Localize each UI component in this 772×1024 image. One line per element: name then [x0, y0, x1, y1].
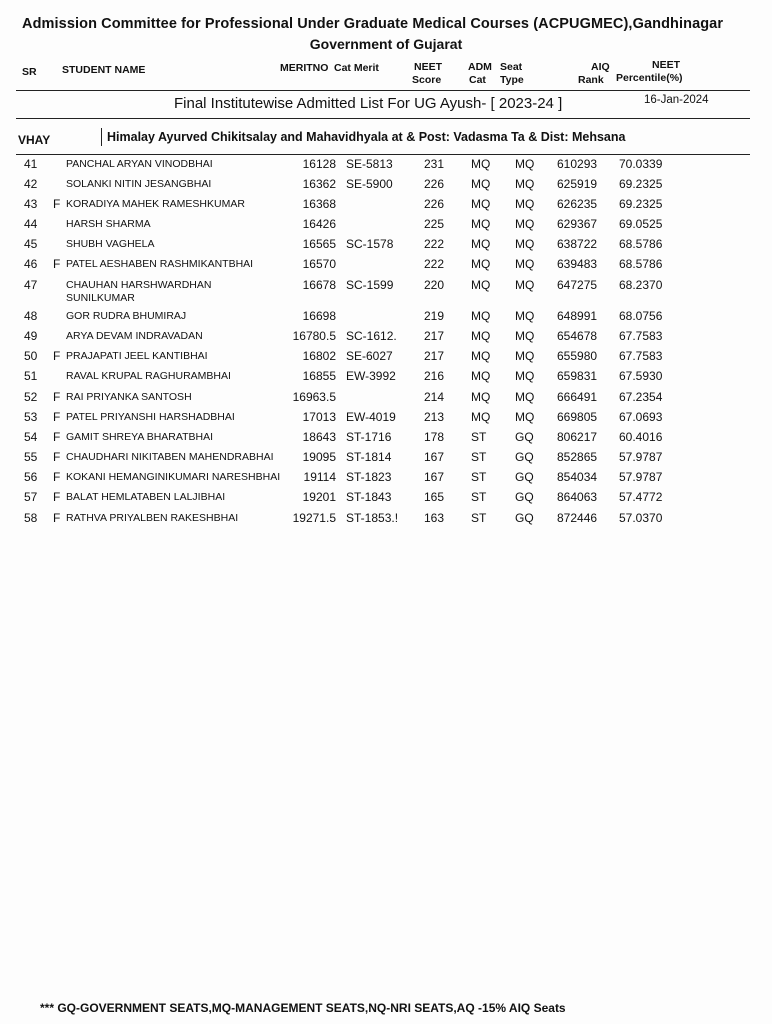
adm-cat-cell: MQ	[471, 257, 491, 271]
meritno-cell: 19201	[302, 490, 336, 504]
neet-percentile-cell: 67.7583	[619, 329, 663, 343]
gender-cell: F	[53, 410, 61, 424]
neet-score-cell: 217	[424, 349, 445, 363]
header-rule	[16, 90, 750, 91]
student-name-cell: KOKANI HEMANGINIKUMARI NARESHBHAI	[66, 471, 281, 483]
neet-score-cell: 225	[424, 217, 445, 231]
col-adm-cat-header-2: Cat	[469, 74, 486, 86]
neet-score-cell: 231	[424, 157, 445, 171]
adm-cat-cell: MQ	[471, 197, 491, 211]
adm-cat-cell: ST	[471, 470, 487, 484]
sr-cell: 53	[24, 410, 38, 424]
student-name-cell: GOR RUDRA BHUMIRAJ	[66, 310, 187, 322]
sr-cell: 45	[24, 237, 38, 251]
neet-percentile-cell: 60.4016	[619, 430, 663, 444]
seat-type-cell: MQ	[515, 257, 535, 271]
adm-cat-cell: MQ	[471, 217, 491, 231]
aiq-rank-cell: 629367	[557, 217, 598, 231]
neet-percentile-cell: 69.0525	[619, 217, 663, 231]
table-row	[0, 369, 772, 389]
neet-score-cell: 216	[424, 369, 445, 383]
table-row	[0, 511, 772, 531]
adm-cat-cell: MQ	[471, 177, 491, 191]
cat-merit-cell: SC-1612.	[346, 329, 397, 343]
cat-merit-cell: ST-1716	[346, 430, 392, 444]
col-neet-score-header-2: Score	[412, 74, 442, 86]
neet-percentile-cell: 68.5786	[619, 237, 663, 251]
student-name-cell: RAVAL KRUPAL RAGHURAMBHAI	[66, 370, 231, 382]
neet-percentile-cell: 67.7583	[619, 349, 663, 363]
neet-score-cell: 167	[424, 450, 445, 464]
neet-score-cell: 222	[424, 237, 445, 251]
adm-cat-cell: MQ	[471, 278, 491, 292]
col-seat-type-header-2: Type	[500, 74, 524, 86]
sr-cell: 49	[24, 329, 38, 343]
sr-cell: 51	[24, 369, 38, 383]
cat-merit-cell: SE-5900	[346, 177, 393, 191]
seat-type-cell: GQ	[515, 511, 534, 525]
neet-score-cell: 219	[424, 309, 445, 323]
seat-type-cell: GQ	[515, 470, 534, 484]
seat-type-cell: MQ	[515, 278, 535, 292]
student-name-cell: PANCHAL ARYAN VINODBHAI	[66, 158, 213, 170]
neet-score-cell: 226	[424, 177, 445, 191]
student-name-cell: PATEL AESHABEN RASHMIKANTBHAI	[66, 258, 254, 270]
seat-type-cell: MQ	[515, 177, 535, 191]
sr-cell: 47	[24, 278, 38, 292]
neet-percentile-cell: 67.5930	[619, 369, 663, 383]
gender-cell: F	[53, 450, 61, 464]
neet-percentile-cell: 68.0756	[619, 309, 663, 323]
seat-type-cell: MQ	[515, 369, 535, 383]
table-row	[0, 329, 772, 349]
aiq-rank-cell: 872446	[557, 511, 598, 525]
aiq-rank-cell: 625919	[557, 177, 598, 191]
neet-percentile-cell: 68.2370	[619, 278, 663, 292]
table-row	[0, 237, 772, 257]
neet-percentile-cell: 69.2325	[619, 197, 663, 211]
aiq-rank-cell: 654678	[557, 329, 598, 343]
cat-merit-cell: SC-1599	[346, 278, 394, 292]
neet-score-cell: 217	[424, 329, 445, 343]
aiq-rank-cell: 806217	[557, 430, 598, 444]
adm-cat-cell: MQ	[471, 369, 491, 383]
col-aiq-rank-header-1: AIQ	[591, 61, 610, 73]
neet-score-cell: 213	[424, 410, 445, 424]
table-row	[0, 177, 772, 197]
meritno-cell: 19271.5	[292, 511, 336, 525]
cat-merit-cell: ST-1814	[346, 450, 392, 464]
sr-cell: 57	[24, 490, 38, 504]
aiq-rank-cell: 666491	[557, 390, 598, 404]
aiq-rank-cell: 639483	[557, 257, 598, 271]
cat-merit-cell: SE-5813	[346, 157, 393, 171]
meritno-cell: 16426	[302, 217, 336, 231]
aiq-rank-cell: 638722	[557, 237, 598, 251]
table-row	[0, 257, 772, 277]
table-row	[0, 197, 772, 217]
neet-score-cell: 220	[424, 278, 445, 292]
neet-score-cell: 226	[424, 197, 445, 211]
col-aiq-rank-header-2: Rank	[578, 74, 604, 86]
neet-score-cell: 222	[424, 257, 445, 271]
list-date: 16-Jan-2024	[644, 94, 709, 106]
seat-type-cell: MQ	[515, 390, 535, 404]
table-row	[0, 309, 772, 329]
meritno-cell: 16570	[302, 257, 336, 271]
seat-type-cell: MQ	[515, 157, 535, 171]
meritno-cell: 16963.5	[292, 390, 336, 404]
col-seat-type-header-1: Seat	[500, 61, 523, 73]
seat-type-cell: MQ	[515, 197, 535, 211]
neet-percentile-cell: 67.0693	[619, 410, 663, 424]
student-name-cell: HARSH SHARMA	[66, 218, 151, 230]
meritno-cell: 16128	[302, 157, 336, 171]
sr-cell: 46	[24, 257, 38, 271]
neet-score-cell: 167	[424, 470, 445, 484]
neet-score-cell: 163	[424, 511, 445, 525]
col-adm-cat-header-1: ADM	[468, 61, 492, 73]
gender-cell: F	[53, 349, 61, 363]
table-row	[0, 490, 772, 510]
neet-percentile-cell: 57.9787	[619, 470, 663, 484]
adm-cat-cell: ST	[471, 511, 487, 525]
aiq-rank-cell: 854034	[557, 470, 598, 484]
cat-merit-cell: EW-4019	[346, 410, 396, 424]
adm-cat-cell: MQ	[471, 349, 491, 363]
seat-type-cell: GQ	[515, 430, 534, 444]
meritno-cell: 16368	[302, 197, 336, 211]
aiq-rank-cell: 852865	[557, 450, 598, 464]
cat-merit-cell: ST-1843	[346, 490, 392, 504]
seat-type-cell: GQ	[515, 450, 534, 464]
gender-cell: F	[53, 257, 61, 271]
meritno-cell: 16565	[302, 237, 336, 251]
sr-cell: 55	[24, 450, 38, 464]
adm-cat-cell: MQ	[471, 157, 491, 171]
aiq-rank-cell: 655980	[557, 349, 598, 363]
adm-cat-cell: ST	[471, 450, 487, 464]
student-name-cell: RAI PRIYANKA SANTOSH	[66, 391, 192, 403]
institute-name: Himalay Ayurved Chikitsalay and Mahavidhyala at & Post: Vadasma Ta & Dist: Mehsana	[107, 130, 626, 144]
seat-type-cell: MQ	[515, 410, 535, 424]
sr-cell: 52	[24, 390, 38, 404]
gender-cell: F	[53, 430, 61, 444]
student-name-cell: CHAUDHARI NIKITABEN MAHENDRABHAI	[66, 451, 274, 463]
meritno-cell: 19095	[302, 450, 336, 464]
government-title: Government of Gujarat	[309, 36, 463, 52]
seat-legend-note: *** GQ-GOVERNMENT SEATS,MQ-MANAGEMENT SEATS,NQ-NRI SEATS,AQ -15% AIQ Seats	[40, 1001, 566, 1015]
student-name-cell: PRAJAPATI JEEL KANTIBHAI	[66, 350, 208, 362]
sr-cell: 56	[24, 470, 38, 484]
committee-title: Admission Committee for Professional Under Graduate Medical Courses (ACPUGMEC),Gandhinagar	[22, 16, 724, 32]
aiq-rank-cell: 648991	[557, 309, 598, 323]
seat-type-cell: MQ	[515, 237, 535, 251]
col-sr-header: SR	[22, 66, 37, 78]
seat-type-cell: MQ	[515, 217, 535, 231]
sr-cell: 42	[24, 177, 38, 191]
student-name-cont-cell: SUNILKUMAR	[66, 292, 135, 304]
table-row	[0, 450, 772, 470]
aiq-rank-cell: 669805	[557, 410, 598, 424]
col-meritno-header: MERITNO	[280, 62, 329, 74]
neet-score-cell: 178	[424, 430, 445, 444]
sr-cell: 54	[24, 430, 38, 444]
seat-type-cell: GQ	[515, 490, 534, 504]
table-row	[0, 278, 772, 304]
table-row	[0, 410, 772, 430]
meritno-cell: 16855	[302, 369, 336, 383]
col-neet-pct-header-1: NEET	[652, 59, 681, 71]
aiq-rank-cell: 647275	[557, 278, 598, 292]
adm-cat-cell: MQ	[471, 390, 491, 404]
gender-cell: F	[53, 511, 61, 525]
table-row	[0, 390, 772, 410]
adm-cat-cell: ST	[471, 490, 487, 504]
aiq-rank-cell: 610293	[557, 157, 598, 171]
neet-percentile-cell: 57.9787	[619, 450, 663, 464]
seat-type-cell: MQ	[515, 349, 535, 363]
aiq-rank-cell: 626235	[557, 197, 598, 211]
neet-score-cell: 214	[424, 390, 445, 404]
cat-merit-cell: EW-3992	[346, 369, 396, 383]
cat-merit-cell: SC-1578	[346, 237, 394, 251]
sr-cell: 48	[24, 309, 38, 323]
cat-merit-cell: ST-1853.!	[346, 511, 399, 525]
student-name-cell: GAMIT SHREYA BHARATBHAI	[66, 431, 214, 443]
meritno-cell: 16802	[302, 349, 336, 363]
neet-score-cell: 165	[424, 490, 445, 504]
institute-divider	[101, 128, 102, 146]
student-name-cell: BALAT HEMLATABEN LALJIBHAI	[66, 491, 226, 503]
cat-merit-cell: ST-1823	[346, 470, 392, 484]
seat-type-cell: MQ	[515, 309, 535, 323]
student-name-cell: CHAUHAN HARSHWARDHAN	[66, 279, 212, 291]
student-name-cell: SHUBH VAGHELA	[66, 238, 155, 250]
gender-cell: F	[53, 197, 61, 211]
neet-percentile-cell: 68.5786	[619, 257, 663, 271]
student-name-cell: KORADIYA MAHEK RAMESHKUMAR	[66, 198, 245, 210]
institute-code: VHAY	[18, 133, 51, 147]
title-rule	[16, 118, 750, 119]
col-neet-pct-header-2: Percentile(%)	[616, 72, 683, 84]
sr-cell: 41	[24, 157, 38, 171]
neet-percentile-cell: 57.4772	[619, 490, 663, 504]
student-name-cell: SOLANKI NITIN JESANGBHAI	[66, 178, 212, 190]
col-student-name-header: STUDENT NAME	[62, 64, 146, 76]
adm-cat-cell: MQ	[471, 329, 491, 343]
meritno-cell: 17013	[302, 410, 336, 424]
table-row	[0, 217, 772, 237]
neet-percentile-cell: 70.0339	[619, 157, 663, 171]
meritno-cell: 16678	[302, 278, 336, 292]
institute-rule	[16, 154, 750, 155]
gender-cell: F	[53, 390, 61, 404]
student-name-cell: PATEL PRIYANSHI HARSHADBHAI	[66, 411, 235, 423]
meritno-cell: 16362	[302, 177, 336, 191]
sr-cell: 58	[24, 511, 38, 525]
neet-percentile-cell: 67.2354	[619, 390, 663, 404]
adm-cat-cell: MQ	[471, 309, 491, 323]
col-cat-merit-header: Cat Merit	[334, 62, 379, 74]
neet-percentile-cell: 57.0370	[619, 511, 663, 525]
meritno-cell: 18643	[302, 430, 336, 444]
meritno-cell: 16698	[302, 309, 336, 323]
student-name-cell: ARYA DEVAM INDRAVADAN	[66, 330, 203, 342]
sr-cell: 44	[24, 217, 38, 231]
student-name-cell: RATHVA PRIYALBEN RAKESHBHAI	[66, 512, 239, 524]
gender-cell: F	[53, 470, 61, 484]
seat-type-cell: MQ	[515, 329, 535, 343]
table-row	[0, 349, 772, 369]
aiq-rank-cell: 659831	[557, 369, 598, 383]
table-row	[0, 470, 772, 490]
sr-cell: 43	[24, 197, 38, 211]
table-row	[0, 430, 772, 450]
table-row	[0, 157, 772, 177]
cat-merit-cell: SE-6027	[346, 349, 393, 363]
aiq-rank-cell: 864063	[557, 490, 598, 504]
meritno-cell: 19114	[303, 470, 336, 484]
list-title: Final Institutewise Admitted List For UG Ayush- [ 2023-24 ]	[174, 95, 563, 112]
adm-cat-cell: MQ	[471, 237, 491, 251]
adm-cat-cell: ST	[471, 430, 487, 444]
neet-percentile-cell: 69.2325	[619, 177, 663, 191]
adm-cat-cell: MQ	[471, 410, 491, 424]
gender-cell: F	[53, 490, 61, 504]
sr-cell: 50	[24, 349, 38, 363]
col-neet-score-header-1: NEET	[414, 61, 443, 73]
meritno-cell: 16780.5	[292, 329, 336, 343]
